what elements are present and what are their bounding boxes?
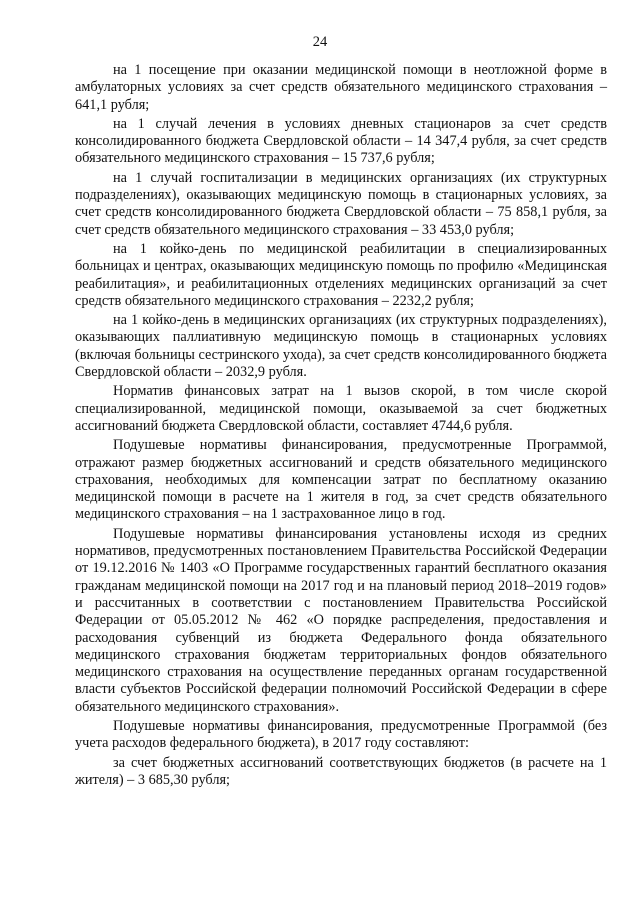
paragraph-day-hospital-case: на 1 случай лечения в условиях дневных стационаров за счет средств консолидированного бюджета Свердловской области – 14 347,4 рубля, за счет средств обязательного медицинского страхования – 15 737,6 рубля; [75, 115, 607, 167]
paragraph-per-capita-norms: Подушевые нормативы финансирования, предусмотренные Программой, отражают размер бюджетных ассигнований и средств обязательного медицинского страхования, необходимых для компенсации затрат по бесплатному оказанию медицинской помощи в расчете на 1 жителя в год, за счет средств обязательного медицинского страхования – на 1 застрахованное лицо в год. [75, 437, 607, 523]
paragraph-ambulance-call-norm: Норматив финансовых затрат на 1 вызов скорой, в том числе скорой специализированной, медицинской помощи, оказываемой за счет бюджетных ассигнований бюджета Свердловской области, составляет 4744,6 рубля. [75, 383, 607, 434]
page-number: 24 [312, 34, 328, 50]
paragraph-budget-allocations: за счет бюджетных ассигнований соответствующих бюджетов (в расчете на 1 жителя) – 3 685,30 рубля; [75, 754, 607, 788]
paragraph-palliative-bed-day: на 1 койко-день в медицинских организациях (их структурных подразделениях), оказывающих паллиативную медицинскую помощь в стационарных условиях (включая больницы сестринского ухода), за счет средств консолидированного бюджета Свердловской области – 2032,9 рубля. [75, 312, 607, 381]
paragraph-per-capita-basis: Подушевые нормативы финансирования установлены исходя из средних нормативов, предусмотренных постановлением Правительства Российской Федерации от 19.12.2016 № 1403 «О Программе государственных гарантий бесплатного оказания гражданам медицинской помощи на 2017 год и на плановый период 2018–2019 годов» и рассчитанных в соответствии с постановлением Правительства Российской Федерации от 05.05.2012 № 462 «О порядке распределения, предоставления и расходования субвенций из бюджета Федерального фонда обязательного медицинского страхования бюджетам территориальных фондов обязательного медицинского страхования на осуществление переданных органам государственной власти субъектов Российской федерации полномочий Российской Федерации в сфере обязательного медицинского страхования». [75, 525, 607, 715]
paragraph-emergency-visit: на 1 посещение при оказании медицинской помощи в неотложной форме в амбулаторных условиях за счет средств обязательного медицинского страхования – 641,1 рубля; [75, 62, 607, 113]
paragraph-rehabilitation-bed-day: на 1 койко-день по медицинской реабилитации в специализированных больницах и центрах, оказывающих медицинскую помощь по профилю «Медицинская реабилитация», и реабилитационных отделениях медицинских организаций за счет средств обязательного медицинского страхования – 2232,2 рубля; [75, 240, 607, 309]
paragraph-hospitalization-case: на 1 случай госпитализации в медицинских организациях (их структурных подразделениях), оказывающих медицинскую помощь в стационарных условиях, за счет средств консолидированного бюджета Свердловской области – 75 858,1 рубля, за счет средств обязательного медицинского страхования – 33 453,0 рубля; [75, 169, 607, 238]
document-body [75, 62, 607, 791]
paragraph-per-capita-2017: Подушевые нормативы финансирования, предусмотренные Программой (без учета расходов федерального бюджета), в 2017 году составляют: [75, 717, 607, 752]
